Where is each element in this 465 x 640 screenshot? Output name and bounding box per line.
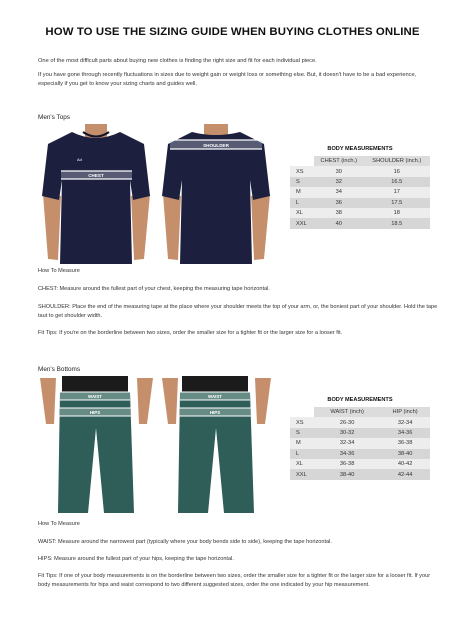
chest-cell: 34 — [314, 187, 364, 197]
table-row — [290, 449, 430, 459]
chest-band-label: CHEST — [88, 173, 104, 178]
shoulder-cell: 16 — [364, 166, 430, 176]
bottoms-waist-instruction: WAIST: Measure around the narrowest part (typically where your body bends side to side), keeping the tape horizontal. — [38, 539, 332, 545]
intro-paragraph-2: If you have gone through recently fluctuations in sizes due to weight gain or weight loss or something else. But, it doesn't have to be a bad experience, especially if you get to know your sizing charts and guides well. — [38, 72, 417, 87]
tops-size-table — [290, 156, 430, 229]
intro-paragraph-1: One of the most difficult parts about buying new clothes is finding the right size and fit for each individual piece. — [38, 58, 317, 64]
table-row — [290, 218, 430, 228]
hips-band-label-back: HIPS — [209, 410, 221, 415]
bottoms-table-title: BODY MEASUREMENTS — [327, 397, 393, 403]
size-cell: M — [290, 187, 314, 197]
hip-cell: 42-44 — [380, 469, 430, 479]
bottoms-front-photo — [38, 376, 155, 513]
table-row — [290, 459, 430, 469]
table-header-cell: SHOULDER (inch.) — [364, 156, 430, 166]
shoulder-cell: 18 — [364, 208, 430, 218]
chest-cell: 32 — [314, 177, 364, 187]
chest-cell: 38 — [314, 208, 364, 218]
table-header-cell: CHEST (inch.) — [314, 156, 364, 166]
size-cell: XL — [290, 208, 314, 218]
hip-cell: 34-36 — [380, 428, 430, 438]
bottoms-hips-instruction: HIPS: Measure around the fullest part of your hips, keeping the tape horizontal. — [38, 556, 234, 562]
table-header-cell: HIP (inch) — [380, 407, 430, 417]
size-cell: S — [290, 428, 314, 438]
shoulder-band-label: SHOULDER — [203, 143, 229, 148]
page-title: HOW TO USE THE SIZING GUIDE WHEN BUYING CLOTHES ONLINE — [45, 26, 420, 38]
shoulder-cell: 18.5 — [364, 218, 430, 228]
tops-howto-heading: How To Measure — [38, 268, 80, 274]
waist-cell: 32-34 — [314, 438, 380, 448]
size-cell: M — [290, 438, 314, 448]
table-row — [290, 438, 430, 448]
table-header-cell — [290, 156, 314, 166]
table-header-cell — [290, 407, 314, 417]
size-cell: S — [290, 177, 314, 187]
table-row — [290, 166, 430, 176]
waist-cell: 30-32 — [314, 428, 380, 438]
table-row — [290, 198, 430, 208]
hip-cell: 32-34 — [380, 417, 430, 427]
tops-table-title: BODY MEASUREMENTS — [327, 146, 393, 152]
bottoms-heading: Men's Bottoms — [38, 366, 81, 373]
chest-cell: 36 — [314, 198, 364, 208]
hips-band-label-front: HIPS — [89, 410, 101, 415]
waist-band-label-back: WAIST — [208, 394, 222, 399]
table-row — [290, 187, 430, 197]
table-header-row — [290, 156, 430, 166]
table-row — [290, 177, 430, 187]
man-front-pants-illustration — [38, 376, 155, 513]
waist-cell: 36-38 — [314, 459, 380, 469]
hip-cell: 36-38 — [380, 438, 430, 448]
tops-fit-tips: Fit Tips: If you're on the borderline between two sizes, order the smaller size for a tighter fit or the larger size for a looser fit. — [38, 330, 343, 336]
waist-cell: 26-30 — [314, 417, 380, 427]
chest-cell: 30 — [314, 166, 364, 176]
size-cell: XXL — [290, 469, 314, 479]
table-row — [290, 428, 430, 438]
shoulder-cell: 17.5 — [364, 198, 430, 208]
size-cell: XL — [290, 459, 314, 469]
table-row — [290, 208, 430, 218]
tops-back-photo — [158, 124, 273, 264]
size-cell: XS — [290, 166, 314, 176]
waist-cell: 34-36 — [314, 449, 380, 459]
bottoms-howto-heading: How To Measure — [38, 521, 80, 527]
man-back-pants-illustration — [160, 376, 273, 513]
bottoms-back-photo — [160, 376, 273, 513]
man-front-tshirt-illustration — [38, 124, 153, 264]
tops-shoulder-instruction: SHOULDER: Place the end of the measuring tape at the place where your shoulder meets the top of your arm, or, the boniest part of your shoulder. Hold the tape taut to get shoulder width. — [38, 304, 438, 319]
size-cell: XS — [290, 417, 314, 427]
table-row — [290, 469, 430, 479]
bottoms-fit-tips: Fit Tips: If one of your body measurements is on the borderline between two sizes, order the smaller size for a tighter fit or the larger size for a looser fit. If your body measurements for hips and waist correspond to two different suggested sizes, order the one indicated by your hip measurement. — [38, 573, 431, 588]
hip-cell: 40-42 — [380, 459, 430, 469]
hip-cell: 38-40 — [380, 449, 430, 459]
shoulder-cell: 17 — [364, 187, 430, 197]
waist-band-label-front: WAIST — [88, 394, 102, 399]
tops-heading: Men's Tops — [38, 114, 71, 121]
bottoms-size-table — [290, 407, 430, 480]
svg-text:Ad: Ad — [77, 157, 82, 162]
table-row — [290, 417, 430, 427]
chest-cell: 40 — [314, 218, 364, 228]
tops-front-photo — [38, 124, 153, 264]
waist-cell: 38-40 — [314, 469, 380, 479]
size-cell: L — [290, 449, 314, 459]
shoulder-cell: 16.5 — [364, 177, 430, 187]
tops-chest-instruction: CHEST: Measure around the fullest part of your chest, keeping the measuring tape horizontal. — [38, 286, 270, 292]
man-back-tshirt-illustration — [158, 124, 273, 264]
size-cell: XXL — [290, 218, 314, 228]
table-header-row — [290, 407, 430, 417]
table-header-cell: WAIST (inch) — [314, 407, 380, 417]
size-cell: L — [290, 198, 314, 208]
